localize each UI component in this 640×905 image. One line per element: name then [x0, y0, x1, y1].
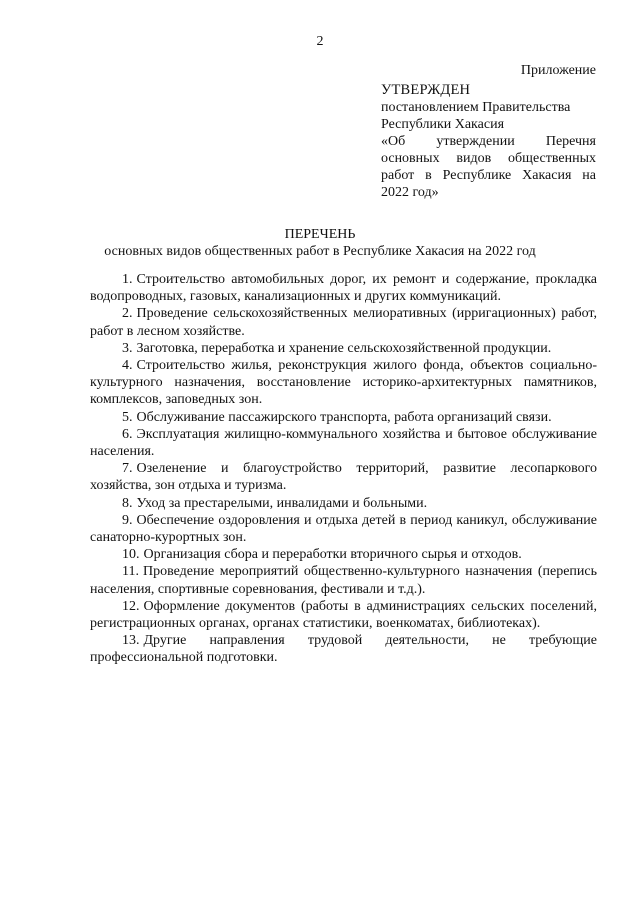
approved-heading: УТВЕРЖДЕН [381, 82, 471, 98]
item-text: Обслуживание пассажирского транспорта, работа организаций связи. [136, 409, 552, 425]
approval-line: постановлением Правительства [381, 100, 571, 115]
item-number: 7. [122, 461, 133, 477]
list-item [90, 357, 597, 409]
item-text: Строительство жилья, реконструкция жилого фонда, объектов социально-культурного назначения, восстановление историко-архитектурных памятников, комплексов, заповедных зон. [90, 358, 597, 408]
item-text: Строительство автомобильных дорог, их ремонт и содержание, прокладка водопроводных, газовых, канализационных и других коммуникаций. [90, 272, 597, 305]
item-number: 6. [122, 426, 133, 442]
list-item [90, 340, 597, 357]
list-item [90, 495, 597, 512]
item-text: Обеспечение оздоровления и отдыха детей в период каникул, обслуживание санаторно-курортных зон. [90, 512, 597, 546]
item-number: 10. [122, 547, 140, 563]
document-title: ПЕРЕЧЕНЬ [284, 227, 356, 242]
list-item [90, 460, 597, 494]
item-text: Проведение сельскохозяйственных мелиоративных (ирригационных) работ, работ в лесном хозяйстве. [90, 306, 597, 339]
list-item [90, 546, 597, 563]
item-number: 9. [122, 512, 133, 528]
item-number: 8. [122, 495, 133, 511]
appendix-label: Приложение [520, 63, 596, 78]
item-number: 2. [122, 306, 133, 322]
item-number: 4. [122, 358, 133, 374]
item-number: 12. [122, 598, 140, 614]
approval-line: 2022 год» [381, 185, 439, 200]
list-item [90, 632, 597, 666]
approval-line: основных видов общественных [381, 151, 596, 166]
item-text: Оформление документов (работы в администрациях сельских поселений, регистрационных органах, органах статистики, военкоматах, библиотеках). [90, 598, 597, 632]
list-item [90, 271, 597, 305]
list-item [90, 512, 597, 546]
item-text: Проведение мероприятий общественно-культурного назначения (перепись населения, спортивные соревнования, фестивали и т.д.). [90, 564, 597, 597]
item-text: Озеленение и благоустройство территорий, развитие лесопаркового хозяйства, зон отдыха и туризма. [90, 461, 597, 494]
list-item [90, 563, 597, 597]
list-item [90, 409, 597, 426]
approval-line: «Об утверждении Перечня [381, 134, 596, 149]
item-number: 5. [122, 409, 133, 425]
list-item [90, 305, 597, 339]
document-subtitle: основных видов общественных работ в Республике Хакасия на 2022 год [104, 244, 536, 259]
page-number: 2 [316, 34, 324, 49]
approval-line: Республики Хакасия [381, 117, 505, 132]
item-number: 11. [122, 564, 139, 580]
approval-line: работ в Республике Хакасия на [381, 168, 596, 183]
list-item [90, 426, 597, 460]
item-number: 13. [122, 633, 140, 649]
item-text: Заготовка, переработка и хранение сельскохозяйственной продукции. [136, 340, 552, 356]
item-text: Организация сбора и переработки вторичного сырья и отходов. [143, 547, 522, 563]
item-text: Другие направления трудовой деятельности, не требующие профессиональной подготовки. [90, 633, 597, 666]
works-list [90, 271, 597, 667]
list-item [90, 598, 597, 632]
item-text: Эксплуатация жилищно-коммунального хозяйства и бытовое обслуживание населения. [90, 426, 597, 460]
approval-block [381, 81, 596, 201]
item-text: Уход за престарелыми, инвалидами и больными. [136, 495, 428, 511]
item-number: 3. [122, 340, 133, 356]
item-number: 1. [122, 272, 133, 287]
